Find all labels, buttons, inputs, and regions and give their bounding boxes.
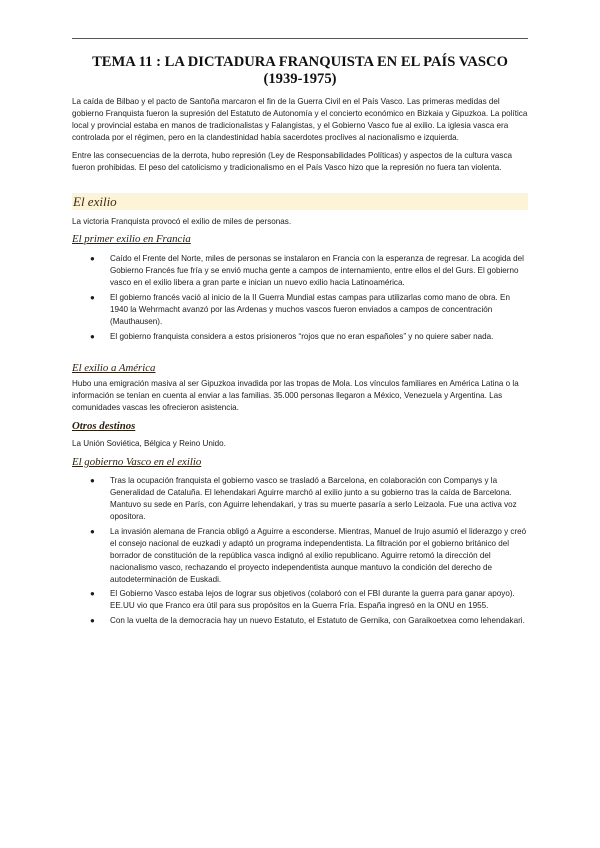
bullet-icon: ●	[90, 526, 95, 536]
list-item: ● Con la vuelta de la democracia hay un nuevo Estatuto, el Estatuto de Gernika, con Garaikoetxea como lehendakari.	[90, 616, 525, 626]
bullet-icon: ●	[90, 254, 95, 264]
subheading-america: El exilio a América	[72, 361, 156, 374]
list-item: ● La invasión alemana de Francia obligó a Aguirre a esconderse. Mientras, Manuel de Irujo asumió el liderazgo y creó el consejo nacional de euzkadi y adaptó un programa independentista. La filtración por el gobierno británico del borrador de constitución de la república vasca indignó al exilio republicano. Aguirre retomó la dirección del nacionalismo vasco, rechazando el proyecto independentista aunque mantuvo la condición del derecho de autodeterminación de Euskadi.	[90, 526, 527, 584]
header-rule	[72, 38, 528, 39]
page-title	[72, 54, 528, 88]
otros-paragraph: La Unión Soviética, Bélgica y Reino Unido.	[72, 439, 226, 449]
bullet-icon: ●	[90, 616, 95, 626]
subheading-gobierno: El gobierno Vasco en el exilio	[72, 456, 202, 469]
title-line-2: (1939-1975)	[263, 71, 337, 87]
exilio-intro: La victoria Franquista provocó el exilio de miles de personas.	[72, 217, 292, 227]
intro-paragraph-2: Entre las consecuencias de la derrota, hubo represión (Ley de Responsabilidades Políticas) y aspectos de la cultura vasca fueron prohibidas. El peso del catolicismo y tradicionalismo en el País Vasco hizo que la represión no fuera tan violenta.	[72, 150, 513, 172]
document-body	[72, 96, 528, 630]
list-item: ● Caído el Frente del Norte, miles de personas se instalaron en Francia con la esperanza de regresar. La acogida del Gobierno Francés fue fría y se envió mucha gente a campos de internamiento, entre ellos el del Gurs. El gobierno vasco en el exilio libera a gran parte e inician un nuevo exilio hacia Latinoamérica.	[90, 254, 524, 288]
list-item: ● El gobierno franquista considera a estos prisioneros “rojos que no eran españoles” y no quiere saber nada.	[90, 331, 494, 341]
america-paragraph: Hubo una emigración masiva al ser Gipuzkoa invadida por las tropas de Mola. Los vínculos familiares en América Latina o la información se tenían en cuenta al enviar a las familias. 35.000 personas llegaron a México, Venezuela y Argentina. Las comunidades vascas les ofrecieron asistencia.	[72, 378, 519, 412]
section-heading-band	[72, 193, 528, 210]
bullet-icon: ●	[90, 331, 95, 341]
title-line-1: TEMA 11 : LA DICTADURA FRANQUISTA EN EL PAÍS VASCO	[92, 54, 508, 70]
gobierno-list	[72, 475, 528, 627]
section-heading-exilio: El exilio	[73, 194, 117, 210]
intro-paragraph-1: La caída de Bilbao y el pacto de Santoña marcaron el fin de la Guerra Civil en el País Vasco. Las primeras medidas del gobierno Franquista fueron la supresión del Estatuto de Autonomía y el concierto económico en Bizkaia y Gipuzkoa. La política local y provincial estaba en manos de tradicionalistas y Falangistas, y el Gobierno Vasco fue al exilio. La iglesia vasca era controlada por el régimen, pero en la clandestinidad había sacerdotes proclives al nacionalismo e izquierda.	[72, 97, 528, 142]
subheading-francia: El primer exilio en Francia	[72, 233, 191, 246]
bullet-icon: ●	[90, 476, 95, 486]
bullet-icon: ●	[90, 589, 95, 599]
subheading-otros: Otros destinos	[72, 420, 136, 433]
bullet-icon: ●	[90, 293, 95, 303]
francia-list	[72, 253, 528, 342]
list-item: ● Tras la ocupación franquista el gobierno vasco se trasladó a Barcelona, en colaboración con Companys y la Generalidad de Cataluña. El lehendakari Aguirre marchó al exilio junto a su gobierno tras la caída de Barcelona. Mantuvo su sede en París, con Aguirre lehendakari, y tras su muerte pasaría a serlo Leizaola. Fue una activa voz opositora.	[90, 476, 517, 522]
list-item: ● El gobierno francés vació al inicio de la II Guerra Mundial estas campas para utilizarlas como mano de obra. En 1940 la Wehrmacht avanzó por las Ardenas y muchos vascos fueron enviados a campos de concentración (Mauthausen).	[90, 293, 510, 326]
list-item: ● El Gobierno Vasco estaba lejos de lograr sus objetivos (colaboró con el FBI durante la guerra para ganar apoyo). EE.UU vio que Franco era útil para sus propósitos en la Guerra Fría. España ingresó en la ONU en 1955.	[90, 589, 515, 611]
